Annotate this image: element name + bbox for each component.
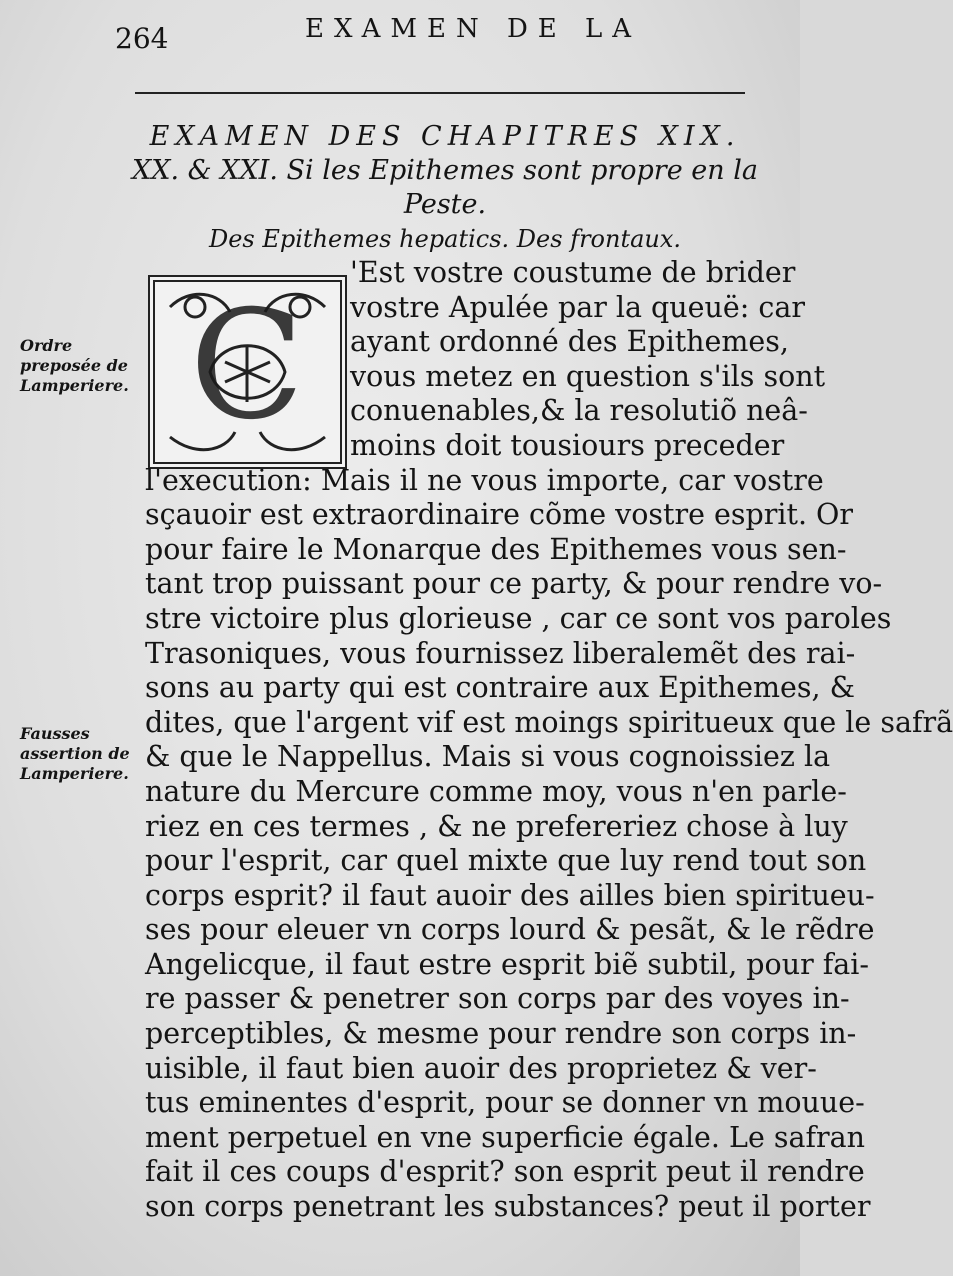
text-line: sçauoir est extraordinaire cõme vostre esprit. Or xyxy=(145,498,854,532)
text-line: corps esprit? il faut auoir des ailles bien spiritueu- xyxy=(145,878,875,912)
text-line: fait il ces coups d'esprit? son esprit peut il rendre xyxy=(145,1155,865,1189)
chapter-heading-line-1: EXAMEN DES CHAPITRES XIX. xyxy=(149,121,741,152)
text-line: conuenables,& la resolutiõ neâ- xyxy=(350,394,808,428)
text-line: ses pour eleuer vn corps lourd & pesãt, & le rẽdre xyxy=(145,913,875,947)
text-line: riez en ces termes , & ne prefereriez chose à luy xyxy=(145,809,848,843)
text-line: pour faire le Monarque des Epithemes vous sen- xyxy=(145,532,847,566)
text-line: son corps penetrant les substances? peut il porter xyxy=(145,1190,871,1224)
text-line: vous metez en question s'ils sont xyxy=(350,359,826,393)
text-line: Angelicque, il faut estre esprit biẽ subtil, pour fai- xyxy=(145,947,870,981)
text-line: dites, que l'argent vif est moings spiritueux que le safrã xyxy=(145,705,953,739)
text-line: & que le Nappellus. Mais si vous cognoissiez la xyxy=(145,740,831,774)
page-header xyxy=(115,14,765,54)
text-line: 'Est vostre coustume de brider xyxy=(350,256,796,289)
header-rule xyxy=(135,92,745,94)
text-line: ment perpetuel en vne superficie égale. Le safran xyxy=(145,1120,866,1154)
chapter-heading xyxy=(120,120,770,256)
body-text xyxy=(145,256,953,1225)
running-title: EXAMEN DE LA xyxy=(305,14,642,44)
text-line: re passer & penetrer son corps par des voyes in- xyxy=(145,982,850,1016)
text-line: nature du Mercure comme moy, vous n'en parle- xyxy=(145,774,847,808)
text-line: uisible, il faut bien auoir des proprietez & ver- xyxy=(145,1051,817,1085)
text-line: perceptibles, & mesme pour rendre son corps in- xyxy=(145,1017,857,1051)
drop-cap-letter: C xyxy=(189,279,305,453)
text-line: tus eminentes d'esprit, pour se donner vn mouue- xyxy=(145,1086,865,1120)
text-line: sons au party qui est contraire aux Epithemes, & xyxy=(145,671,856,705)
chapter-heading-line-3: Des Epithemes hepatics. Des frontaux. xyxy=(208,225,682,253)
page-number: 264 xyxy=(115,22,169,55)
text-line: l'execution: Mais il ne vous importe, car vostre xyxy=(145,463,824,497)
text-line: ayant ordonné des Epithemes, xyxy=(350,325,789,359)
margin-note: Fausses assertion de Lamperiere. xyxy=(20,724,130,783)
text-line: moins doit tousiours preceder xyxy=(350,428,785,462)
text-line: Trasoniques, vous fournissez liberalemẽt des rai- xyxy=(145,636,856,670)
text-line: pour l'esprit, car quel mixte que luy rend tout son xyxy=(145,844,867,878)
margin-note: Ordre preposée de Lamperiere. xyxy=(20,336,129,395)
chapter-heading-line-2: XX. & XXI. Si les Epithemes sont propre en la Peste. xyxy=(132,155,758,220)
text-line: stre victoire plus glorieuse , car ce sont vos paroles xyxy=(145,601,892,635)
text-line: vostre Apulée par la queuë: car xyxy=(350,290,805,324)
text-line: tant trop puissant pour ce party, & pour rendre vo- xyxy=(145,567,883,601)
